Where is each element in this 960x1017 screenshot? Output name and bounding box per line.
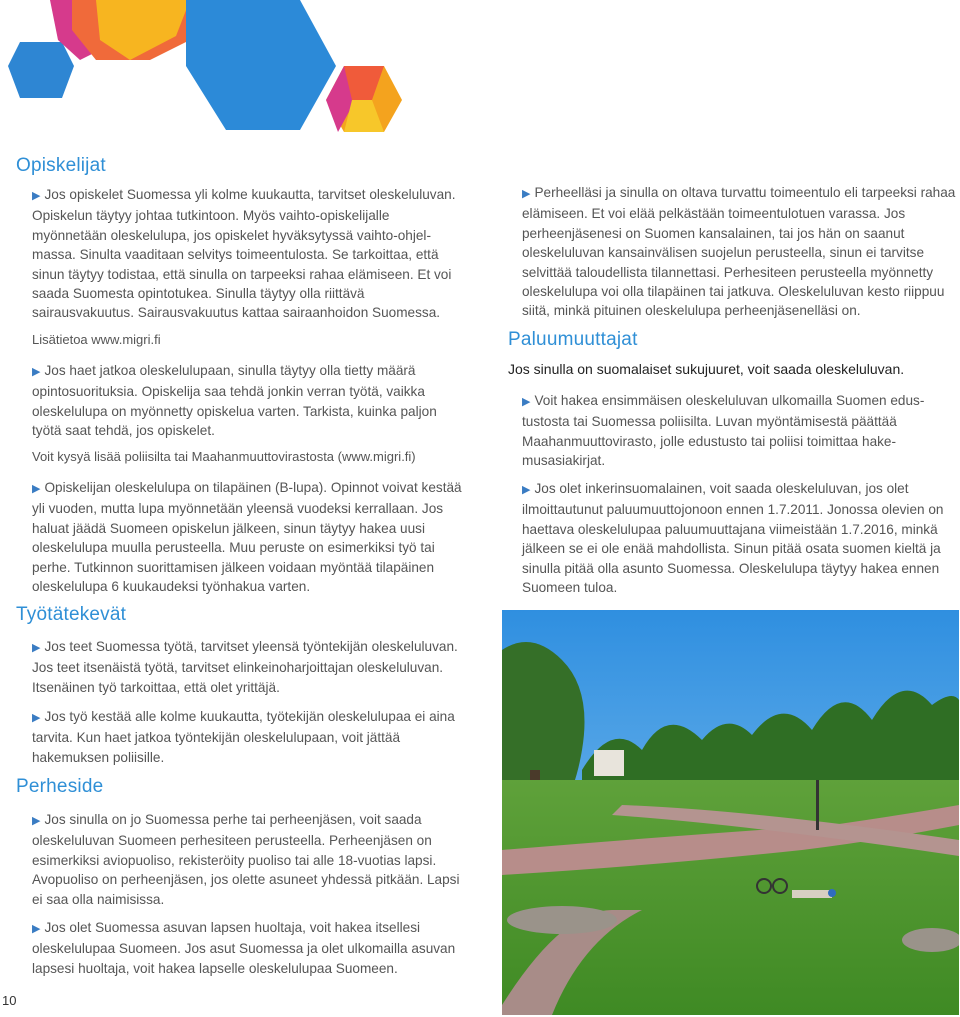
section-heading-paluumuuttajat: Paluumuuttajat <box>508 329 638 350</box>
section-heading-tyotatekevat: Työtätekevät <box>16 604 127 625</box>
paluumuuttajat-paragraph-2: ▶ Jos olet inkerinsuomalainen, voit saada oleskeluluvan, jos olet ilmoittautunut paluumuuttojonoon ennen 1.7.2011. Jonossa olevien on haettava oleskelulupaa paluumuuttajana viimeistään 1.7.2016, minkä jälkeen se ei ole enää mahdollista. Sinun pitää osata suomen kieltä ja sinulla pitää olla asunto Suomessa. Oleskelulupa täytyy hakea ennen Suomeen tuloa. <box>522 481 944 596</box>
park-photo <box>502 610 959 1015</box>
bullet-arrow-icon: ▶ <box>32 190 41 202</box>
bullet-arrow-icon: ▶ <box>32 712 41 724</box>
bullet-arrow-icon: ▶ <box>32 483 41 495</box>
section-heading-opiskelijat: Opiskelijat <box>16 155 106 176</box>
page-number: 10 <box>2 993 17 1008</box>
bullet-arrow-icon: ▶ <box>522 188 531 200</box>
bullet-arrow-icon: ▶ <box>32 642 41 654</box>
paluumuuttajat-paragraph-1: ▶ Voit hakea ensimmäisen oleskeluluvan ulkomailla Suomen edustustosta tai Suomessa poliisilta. Luvan myöntämisestä päättää Maahanmuuttovirasto, jolle edustusto tai poliisi toimittaa hakemusasiakirjat. <box>522 393 925 469</box>
right-intro-paragraph: ▶ Perheelläsi ja sinulla on oltava turvattu toimeentulo eli tarpeeksi rahaa elämiseen. Et voi elää pelkästään toimeentulotuen varassa. Jos perheenjäsenesi on Suomen kansalainen, tai jos hän on saanut oleskeluluvan kansainvälisen suojelun perusteella, sinun ei tarvitse selvittää taloudellista tilannettasi. Perhesiteen perusteella myönnetty oleskelulupa voi olla tilapäinen tai jatkuva. Oleskeluluvan kesto riippuu siitä, minkä pituinen oleskelulupa perheenjäsenelläsi on. <box>522 185 956 319</box>
opiskelijat-paragraph-2: ▶ Jos haet jatkoa oleskelulupaan, sinulla täytyy olla tietty määrä opintosuorituksia. Opiskelija saa tehdä jonkin verran työtä, vaikka oleskelulupa on myönnetty opiskelua varten. Tarkista, kuinka paljon työtä saat tehdä, jos opiskelet. <box>32 363 437 439</box>
ask-more-text: Voit kysyä lisää poliisilta tai Maahanmuuttovirastosta (www.migri.fi) <box>32 449 416 464</box>
more-info-text: Lisätietoa www.migri.fi <box>32 332 161 347</box>
perheside-paragraph-1: ▶ Jos sinulla on jo Suomessa perhe tai perheenjäsen, voit saada oleskeluluvan Suomeen perhesiteen perusteella. Perheenjäsen on esimerkiksi aviopuoliso, rekisteröity puoliso tai alle 18-vuotias lapsi. Avopuoliso on perheenjäsen, jos olette asuneet yhdessä pitkään. Lapsi ei saa olla naimisissa. <box>32 812 460 907</box>
bullet-arrow-icon: ▶ <box>522 396 531 408</box>
paluumuuttajat-lead: Jos sinulla on suomalaiset sukujuuret, voit saada oleskeluluvan. <box>508 361 905 377</box>
tyotatekevat-paragraph-1: ▶ Jos teet Suomessa työtä, tarvitset yleensä työntekijän oleskeluluvan. Jos teet itsenäistä työtä, tarvitset elinkeinoharjoittajan oleskeluluvan. Itsenäinen työ tarkoittaa, että olet yrittäjä. <box>32 639 458 695</box>
hexagon-decoration <box>0 0 420 140</box>
opiskelijat-paragraph-3: ▶ Opiskelijan oleskelulupa on tilapäinen (B-lupa). Opinnot voivat kestää yli vuoden, mutta lupa myönnetään yleensä vuodeksi kerrallaan. Jos haluat jäädä Suomeen opiskelun jälkeen, sinun täytyy hakea uusi oleskelulupa muulla perusteella. Muu peruste on esimerkiksi työ tai perhe. Tutkinnon suorittamisen jälkeen voidaan myöntää tilapäinen oleskelulupa 6 kuukaudeksi työnhakua varten. <box>32 480 462 595</box>
bullet-arrow-icon: ▶ <box>522 484 531 496</box>
bullet-arrow-icon: ▶ <box>32 366 41 378</box>
perheside-paragraph-2: ▶ Jos olet Suomessa asuvan lapsen huoltaja, voit hakea itsellesi oleskelulupaa Suomeen. Jos asut Suomessa ja olet ulkomailla asuvan lapsesi huoltaja, voit hakea lapselle oleskelulupaa Suomeen. <box>32 920 456 976</box>
opiskelijat-paragraph-1: ▶ Jos opiskelet Suomessa yli kolme kuukautta, tarvitset oleskeluluvan. Opiskelun täytyy johtaa tutkintoon. Myös vaihto-opiskelijalle myönnetään oleskelulupa, jos opiskelet hyväksytyssä vaihto-ohjelmassa. Sinulta vaaditaan selvitys toimeentulosta. Se tarkoittaa, että sinun täytyy todistaa, että sinulla on tarpeeksi rahaa elämiseen. Et voi saada Suomesta opintotukea. Sinulla täytyy olla riittävä sairausvakuutus. Sairausvakuutus kattaa sairaanhoidon Suomessa. <box>32 187 456 321</box>
bullet-arrow-icon: ▶ <box>32 815 41 827</box>
section-heading-perheside: Perheside <box>16 776 104 797</box>
bullet-arrow-icon: ▶ <box>32 923 41 935</box>
tyotatekevat-paragraph-2: ▶ Jos työ kestää alle kolme kuukautta, työtekijän oleskelulupaa ei aina tarvita. Kun haet jatkoa työntekijän oleskelulupaan, voit jättää hakemuksen poliisille. <box>32 709 455 765</box>
